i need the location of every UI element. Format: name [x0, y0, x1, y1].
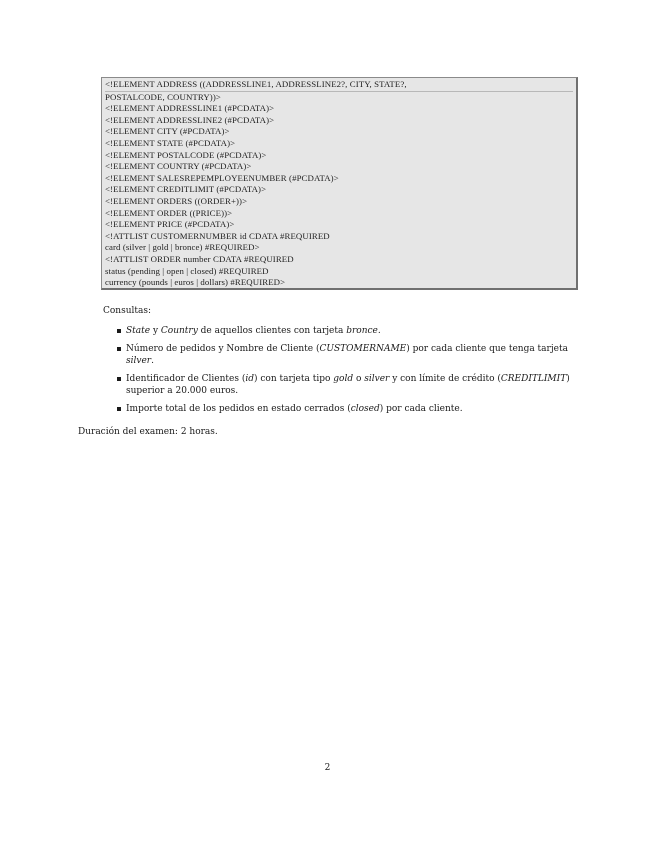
code-line: card (silver | gold | bronce) #REQUIRED>: [105, 242, 260, 253]
bullet-square-icon: [117, 347, 121, 351]
bullet-square-icon: [117, 329, 121, 333]
code-line: <!ELEMENT STATE (#PCDATA)>: [105, 137, 236, 148]
code-line: <!ELEMENT PRICE (#PCDATA)>: [105, 219, 235, 230]
bullet-square-icon: [117, 407, 121, 411]
code-line: <!ELEMENT SALESREPEMPLOYEENUMBER (#PCDATA)>: [105, 172, 339, 183]
code-line: <!ELEMENT POSTALCODE (#PCDATA)>: [105, 149, 267, 160]
page-number: 2: [324, 763, 331, 773]
code-line: status (pending | open | closed) #REQUIRED: [105, 265, 269, 276]
list-item: Número de pedidos y Nombre de Cliente (CUSTOMERNAME) por cada cliente que tenga tarjeta silver.: [118, 343, 580, 367]
code-line: <!ELEMENT ORDERS ((ORDER+))>: [105, 195, 248, 206]
code-line: <!ELEMENT ADDRESSLINE1 (#PCDATA)>: [105, 103, 275, 114]
list-item: State y Country de aquellos clientes con tarjeta bronce.: [118, 325, 580, 337]
code-line: <!ELEMENT ADDRESS ((ADDRESSLINE1, ADDRESSLINE2?, CITY, STATE?,: [105, 79, 573, 92]
code-line: <!ELEMENT CREDITLIMIT (#PCDATA)>: [105, 184, 267, 195]
code-line: <!ELEMENT ADDRESSLINE2 (#PCDATA)>: [105, 114, 275, 125]
bullet-square-icon: [117, 377, 121, 381]
code-line: POSTALCODE, COUNTRY))>: [105, 91, 221, 102]
code-line: <!ELEMENT ORDER ((PRICE))>: [105, 207, 233, 218]
code-line: currency (pounds | euros | dollars) #REQUIRED>: [105, 277, 286, 288]
code-line: <!ATTLIST CUSTOMERNUMBER id CDATA #REQUIRED: [105, 230, 330, 241]
consultas-heading: Consultas:: [103, 306, 152, 316]
code-line: <!ATTLIST ORDER number CDATA #REQUIRED: [105, 253, 294, 264]
dtd-code-block: [101, 77, 578, 290]
query-list: [118, 325, 580, 421]
code-line: <!ELEMENT COUNTRY (#PCDATA)>: [105, 161, 252, 172]
code-line: <!ELEMENT CITY (#PCDATA)>: [105, 126, 230, 137]
list-item: Importe total de los pedidos en estado cerrados (closed) por cada cliente.: [118, 403, 580, 415]
list-item: Identificador de Clientes (id) con tarjeta tipo gold o silver y con límite de crédito (CREDITLIMIT) superior a 20.000 euros.: [118, 373, 580, 397]
exam-duration: Duración del examen: 2 horas.: [78, 427, 218, 437]
